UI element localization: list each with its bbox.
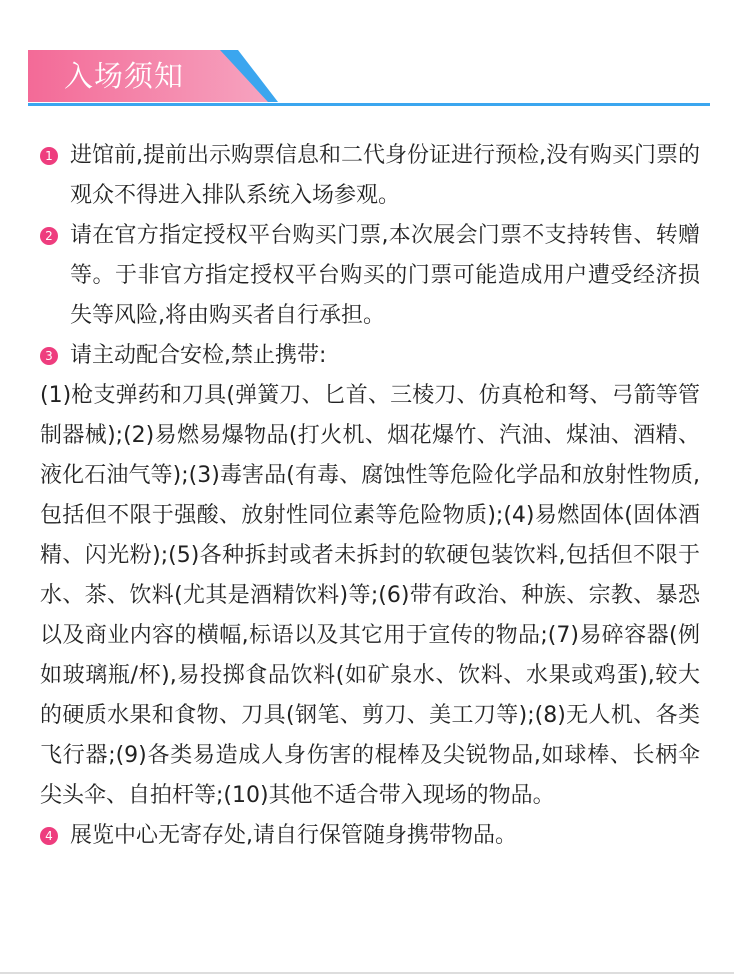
number-badge-icon: 3 [40,347,58,365]
notice-text: 展览中心无寄存处,请自行保管随身携带物品。 [70,823,517,848]
number-badge-icon: 4 [40,827,58,845]
notice-item-2 [40,216,700,336]
notice-item-1 [40,136,700,216]
number-badge-icon: 2 [40,227,58,245]
notice-list [40,136,700,856]
title-banner [28,50,278,102]
notice-text: 请主动配合安检,禁止携带: [70,343,327,368]
notice-item-4 [40,816,700,856]
bottom-divider [0,972,734,974]
prohibited-items-detail: (1)枪支弹药和刀具(弹簧刀、匕首、三棱刀、仿真枪和弩、弓箭等管制器械);(2)易燃易爆物品(打火机、烟花爆竹、汽油、煤油、酒精、液化石油气等);(3)毒害品(有毒、腐蚀性等危险化学品和放射性物质,包括但不限于强酸、放射性同位素等危险物质);(4)易燃固体(固体酒精、闪光粉);(5)各种拆封或者未拆封的软硬包装饮料,包括但不限于水、茶、饮料(尤其是酒精饮料)等;(6)带有政治、种族、宗教、暴恐以及商业内容的横幅,标语以及其它用于宣传的物品;(7)易碎容器(例如玻璃瓶/杯),易投掷食品饮料(如矿泉水、饮料、水果或鸡蛋),较大的硬质水果和食物、刀具(钢笔、剪刀、美工刀等);(8)无人机、各类飞行器;(9)各类易造成人身伤害的棍棒及尖锐物品,如球棒、长柄伞尖头伞、自拍杆等;(10)其他不适合带入现场的物品。 [40,383,700,808]
notice-text: 进馆前,提前出示购票信息和二代身份证进行预检,没有购买门票的观众不得进入排队系统入场参观。 [70,143,700,208]
header-underline [28,103,710,106]
page-title: 入场须知 [64,59,185,93]
notice-text: 请在官方指定授权平台购买门票,本次展会门票不支持转售、转赠等。于非官方指定授权平台购买的门票可能造成用户遭受经济损失等风险,将由购买者自行承担。 [70,223,700,328]
section-header [28,50,710,106]
number-badge-icon: 1 [40,147,58,165]
notice-item-3 [40,336,700,816]
